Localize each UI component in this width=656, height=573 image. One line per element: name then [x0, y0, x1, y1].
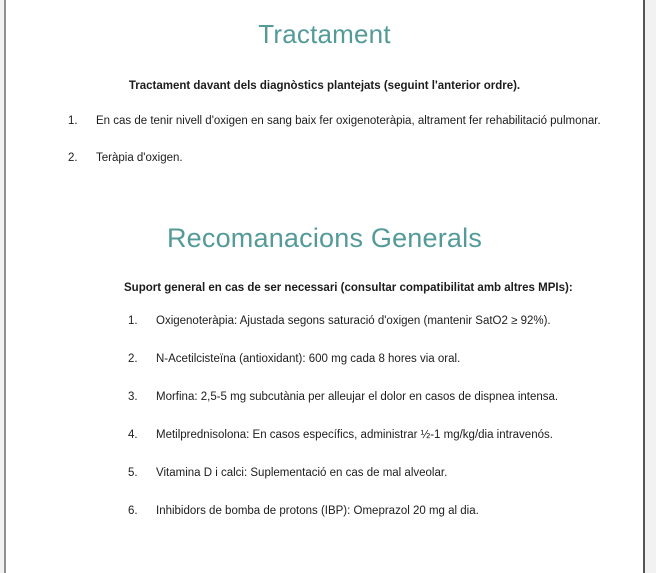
list-item-number: 2.: [128, 353, 138, 365]
list-item-text: Metilprednisolona: En casos específics, administrar ½-1 mg/kg/dia intravenós.: [156, 429, 553, 441]
list-item-text: Teràpia d'oxigen.: [96, 152, 183, 164]
section-heading-tractament: Tractament: [258, 19, 391, 49]
list-recomanacions-generals: [128, 313, 598, 541]
list-item-number: 6.: [128, 505, 138, 517]
list-item: [68, 150, 608, 166]
list-item: [128, 389, 598, 405]
list-item: [128, 465, 598, 481]
list-item-text: Oxigenoteràpia: Ajustada segons saturació d'oxigen (mantenir SatO2 ≥ 92%).: [156, 315, 551, 327]
list-item-number: 2.: [68, 152, 78, 164]
section-heading-recomanacions-generals: Recomanacions Generals: [166, 223, 483, 253]
list-item: [68, 113, 608, 129]
list-item-text: Morfina: 2,5-5 mg subcutània per alleujar el dolor en casos de dispnea intensa.: [156, 391, 559, 403]
list-item-number: 4.: [128, 429, 138, 441]
list-tractament: [68, 113, 608, 187]
list-item-text: N-Acetilcisteïna (antioxidant): 600 mg cada 8 hores via oral.: [156, 353, 461, 365]
section-subtitle-tractament: Tractament davant dels diagnòstics plantejats (seguint l'anterior ordre).: [128, 80, 521, 92]
section-subtitle-recomanacions-generals: Suport general en cas de ser necessari (consultar compatibilitat amb altres MPIs):: [124, 282, 573, 294]
list-item-number: 1.: [68, 115, 78, 127]
list-item-text: Inhibidors de bomba de protons (IBP): Omeprazol 20 mg al dia.: [156, 505, 479, 517]
list-item-number: 3.: [128, 391, 138, 403]
list-item-text: En cas de tenir nivell d'oxigen en sang baix fer oxigenoteràpia, altrament fer rehabilitació pulmonar.: [96, 115, 601, 127]
list-item: [128, 427, 598, 443]
document-body: [6, 0, 643, 573]
document-page: [4, 0, 645, 573]
list-item-text: Vitamina D i calci: Suplementació en cas de mal alveolar.: [156, 467, 448, 479]
list-item-number: 1.: [128, 315, 138, 327]
list-item: [128, 503, 598, 519]
list-item: [128, 313, 598, 329]
list-item: [128, 351, 598, 367]
list-item-number: 5.: [128, 467, 138, 479]
